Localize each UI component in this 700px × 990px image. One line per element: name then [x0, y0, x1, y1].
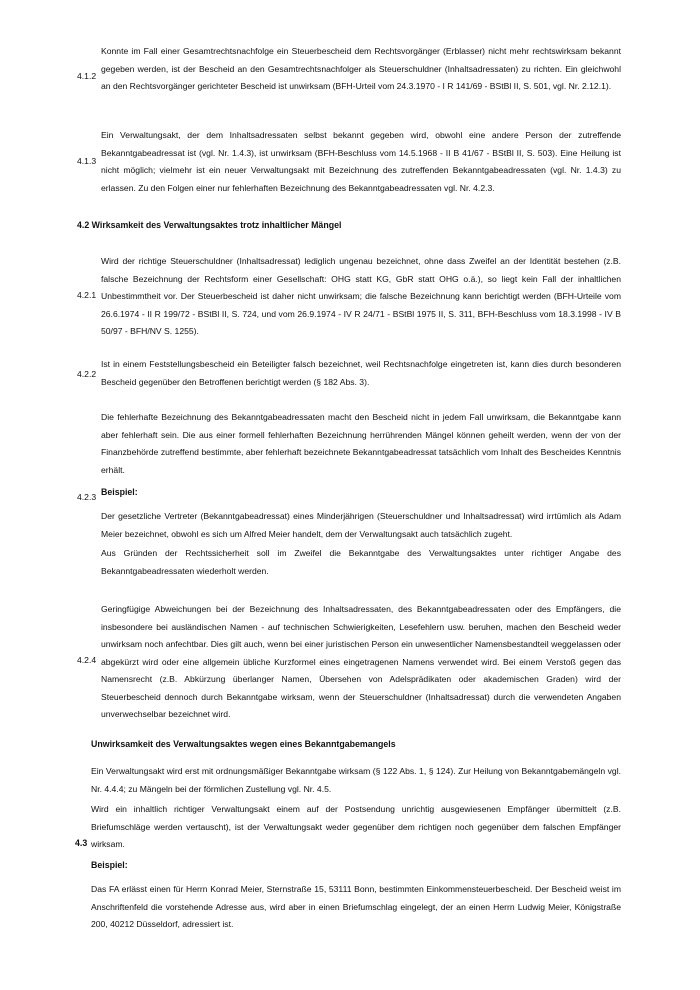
paragraph-4-3-a: Ein Verwaltungsakt wird erst mit ordnungsmäßiger Bekanntgabe wirksam (§ 122 Abs. 1, § 124). Zur Heilung von Bekanntgabemängeln vgl. Nr. 4.4.4; zu Mängeln bei der förmlichen Zustellung vgl. Nr. 4.5.	[91, 766, 621, 794]
paragraph-4-3-b: Wird ein inhaltlich richtiger Verwaltungsakt einem auf der Postsendung unrichtig ausgewiesenen Empfänger übermittelt (z.B. Briefumschläge werden vertauscht), ist der Verwaltungsakt weder gegenüber dem richtigen noch gegenüber dem falschen Empfänger wirksam.	[91, 804, 621, 849]
paragraph-4-2-1: Wird der richtige Steuerschuldner (Inhaltsadressat) lediglich ungenau bezeichnet, ohne dass Zweifel an der Identität bestehen (z.B. falsche Bezeichnung der Rechtsform einer Gesellschaft: OHG statt KG, GbR statt OHG o.ä.), so liegt kein Fall der inhaltlichen Unbestimmtheit vor. Der Steuerbescheid ist daher nicht unwirksam; die falsche Bezeichnung kann berichtigt werden (BFH-Urteile vom 26.6.1974 - II R 199/72 - BStBl II, S. 724, und vom 26.9.1974 - IV R 24/71 - BStBl 1975 II, S. 311, BFH-Beschluss vom 18.3.1998 - IV B 50/97 - BFH/NV S. 1255).	[101, 256, 621, 336]
section-number-4-1-3: 4.1.3	[77, 156, 97, 166]
paragraph-4-2-3-a: Die fehlerhafte Bezeichnung des Bekanntgabeadressaten macht den Bescheid nicht in jedem Fall unwirksam, die Bekanntgabe kann aber fehlerhaft sein. Die aus einer formell fehlerhaften Bezeichnung herrührenden Mängel können geheilt werden, wenn der von der Finanzbehörde zutreffend bestimmte, aber fehlerhaft bezeichnete Bekanntgabeadressat tatsächlich vom Inhalt des Bescheides Kenntnis erhält.	[101, 412, 621, 475]
paragraph-4-3-c: Das FA erlässt einen für Herrn Konrad Meier, Sternstraße 15, 53111 Bonn, bestimmten Einkommensteuerbescheid. Der Bescheid weist im Anschriftenfeld die vorstehende Adresse aus, wird aber in einen Briefumschlag eingelegt, der an einen Herrn Ludwig Meier, Königstraße 200, 40212 Düsseldorf, adressiert ist.	[91, 884, 621, 929]
section-number-4-2-3: 4.2.3	[77, 492, 97, 502]
example-label-4-2-3: Beispiel:	[101, 487, 138, 497]
paragraph-4-2-3-c: Aus Gründen der Rechtssicherheit soll im Zweifel die Bekanntgabe des Verwaltungsaktes unter richtiger Angabe des Bekanntgabeadressaten wiederholt werden.	[101, 548, 621, 576]
heading-4-2: 4.2 Wirksamkeit des Verwaltungsaktes trotz inhaltlicher Mängel	[77, 220, 342, 230]
section-number-4-3: 4.3	[75, 838, 88, 848]
paragraph-4-1-2: Konnte im Fall einer Gesamtrechtsnachfolge ein Steuerbescheid dem Rechtsvorgänger (Erblasser) nicht mehr rechtswirksam bekannt gegeben werden, ist der Bescheid an den Gesamtrechtsnachfolger als Steuerschuldner (Inhaltsadressaten) zu richten. Ein gleichwohl an den Rechtsvorgänger gerichteter Bescheid ist unwirksam (BFH-Urteil vom 24.3.1970 - I R 141/69 - BStBl II, S. 501, vgl. Nr. 2.12.1).	[101, 46, 621, 91]
heading-4-3: Unwirksamkeit des Verwaltungsaktes wegen eines Bekanntgabemangels	[91, 739, 396, 749]
section-number-4-1-2: 4.1.2	[77, 71, 97, 81]
paragraph-4-2-4: Geringfügige Abweichungen bei der Bezeichnung des Inhaltsadressaten, des Bekanntgabeadressaten oder des Empfängers, die insbesondere bei ausländischen Namen - auf technischen Schwierigkeiten, Lesefehlern usw. beruhen, machen den Bescheid weder unwirksam noch anfechtbar. Dies gilt auch, wenn bei einer juristischen Person ein unwesentlicher Namensbestandteil weggelassen oder abgekürzt wird oder eine allgemein übliche Kurzformel eines eingetragenen Namens verwendet wird. Bei einem Verstoß gegen das Namensrecht (z.B. Abkürzung überlanger Namen, Übersehen von Adelsprädikaten oder akademischen Graden) wird der Steuerbescheid dennoch durch Bekanntgabe wirksam, wenn der Steuerschuldner (Inhaltsadressat) durch die verwendeten Angaben unverwechselbar bezeichnet wird.	[101, 604, 621, 719]
paragraph-4-2-2: Ist in einem Feststellungsbescheid ein Beteiligter falsch bezeichnet, weil Rechtsnachfolge eingetreten ist, kann dies durch besonderen Bescheid gegenüber den Betroffenen berichtigt werden (§ 182 Abs. 3).	[101, 359, 621, 387]
section-number-4-2-1: 4.2.1	[77, 290, 97, 300]
section-number-4-2-2: 4.2.2	[77, 369, 97, 379]
section-number-4-2-4: 4.2.4	[77, 655, 97, 665]
paragraph-4-1-3: Ein Verwaltungsakt, der dem Inhaltsadressaten selbst bekannt gegeben wird, obwohl eine andere Person der zutreffende Bekanntgabeadressat ist (vgl. Nr. 1.4.3), ist unwirksam (BFH-Beschluss vom 14.5.1968 - II B 41/67 - BStBl II, S. 503). Eine Heilung ist nicht möglich; vielmehr ist ein neuer Verwaltungsakt mit Bezeichnung des zutreffenden Bekanntgabeadressaten (vgl. Nr. 1.4.3) zu erlassen. Zu den Folgen einer nur fehlerhaften Bezeichnung des Bekanntgabeadressaten vgl. Nr. 4.2.3.	[101, 130, 621, 193]
paragraph-4-2-3-b: Der gesetzliche Vertreter (Bekanntgabeadressat) eines Minderjährigen (Steuerschuldner und Inhaltsadressat) wird irrtümlich als Adam Meier bezeichnet, obwohl es sich um Alfred Meier handelt, dem der Verwaltungsakt auch tatsächlich zugeht.	[101, 511, 621, 539]
example-label-4-3: Beispiel:	[91, 860, 128, 870]
